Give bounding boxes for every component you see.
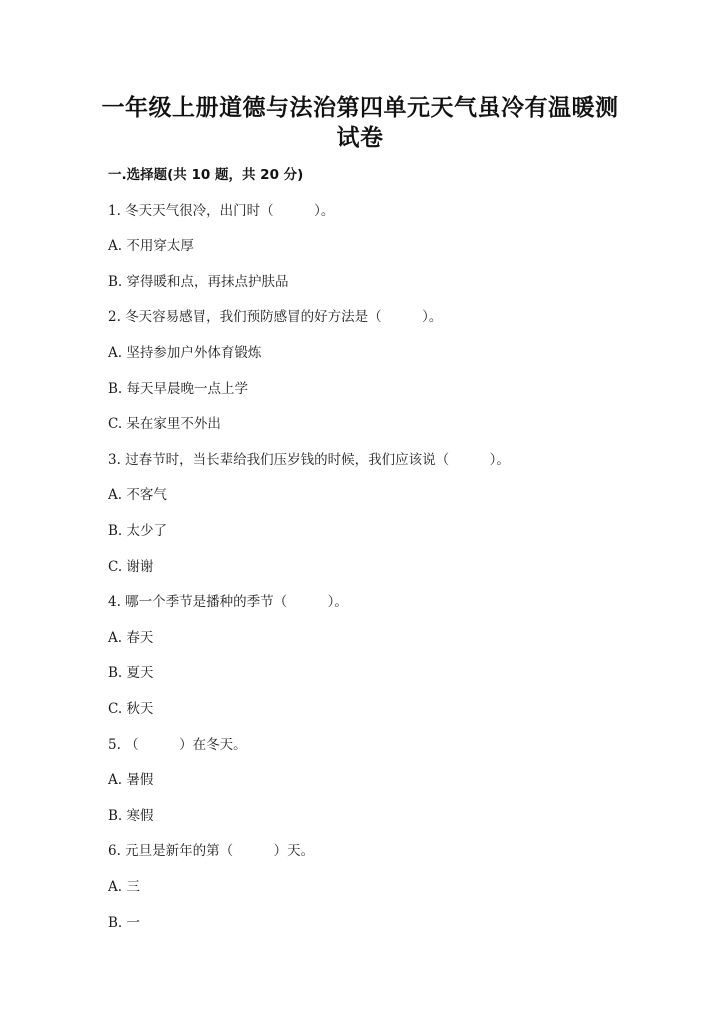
question-4-option-a: A. 春天 <box>108 630 154 646</box>
question-2-option-a: A. 坚持参加户外体育锻炼 <box>108 345 262 361</box>
question-1-option-a: A. 不用穿太厚 <box>108 238 194 254</box>
question-4-option-c: C. 秋天 <box>108 701 154 717</box>
question-2-option-b: B. 每天早晨晚一点上学 <box>108 381 249 397</box>
question-5-stem: 5. （ ）在冬天。 <box>108 737 247 753</box>
question-3-option-b: B. 太少了 <box>108 523 168 539</box>
question-6-option-a: A. 三 <box>108 879 140 895</box>
section-heading: 一.选择题(共 10 题，共 20 分) <box>108 167 304 183</box>
question-4-option-b: B. 夏天 <box>108 665 154 681</box>
question-2-option-c: C. 呆在家里不外出 <box>108 416 221 432</box>
question-1-stem: 1. 冬天天气很冷，出门时（ ）。 <box>108 203 335 219</box>
question-4-stem: 4. 哪一个季节是播种的季节（ ）。 <box>108 594 348 610</box>
question-5-option-b: B. 寒假 <box>108 808 154 824</box>
question-6-stem: 6. 元旦是新年的第（ ）天。 <box>108 843 315 859</box>
question-5-option-a: A. 暑假 <box>108 772 154 788</box>
question-6-option-b: B. 一 <box>108 915 141 931</box>
question-1-option-b: B. 穿得暖和点，再抹点护肤品 <box>108 274 289 290</box>
document-title-line-2: 试卷 <box>336 125 384 151</box>
question-3-option-a: A. 不客气 <box>108 487 167 503</box>
question-2-stem: 2. 冬天容易感冒，我们预防感冒的好方法是（ ）。 <box>108 309 443 325</box>
question-3-stem: 3. 过春节时，当长辈给我们压岁钱的时候，我们应该说（ ）。 <box>108 452 510 468</box>
question-3-option-c: C. 谢谢 <box>108 559 154 575</box>
document-title-line-1: 一年级上册道德与法治第四单元天气虽冷有温暖测 <box>101 95 619 121</box>
